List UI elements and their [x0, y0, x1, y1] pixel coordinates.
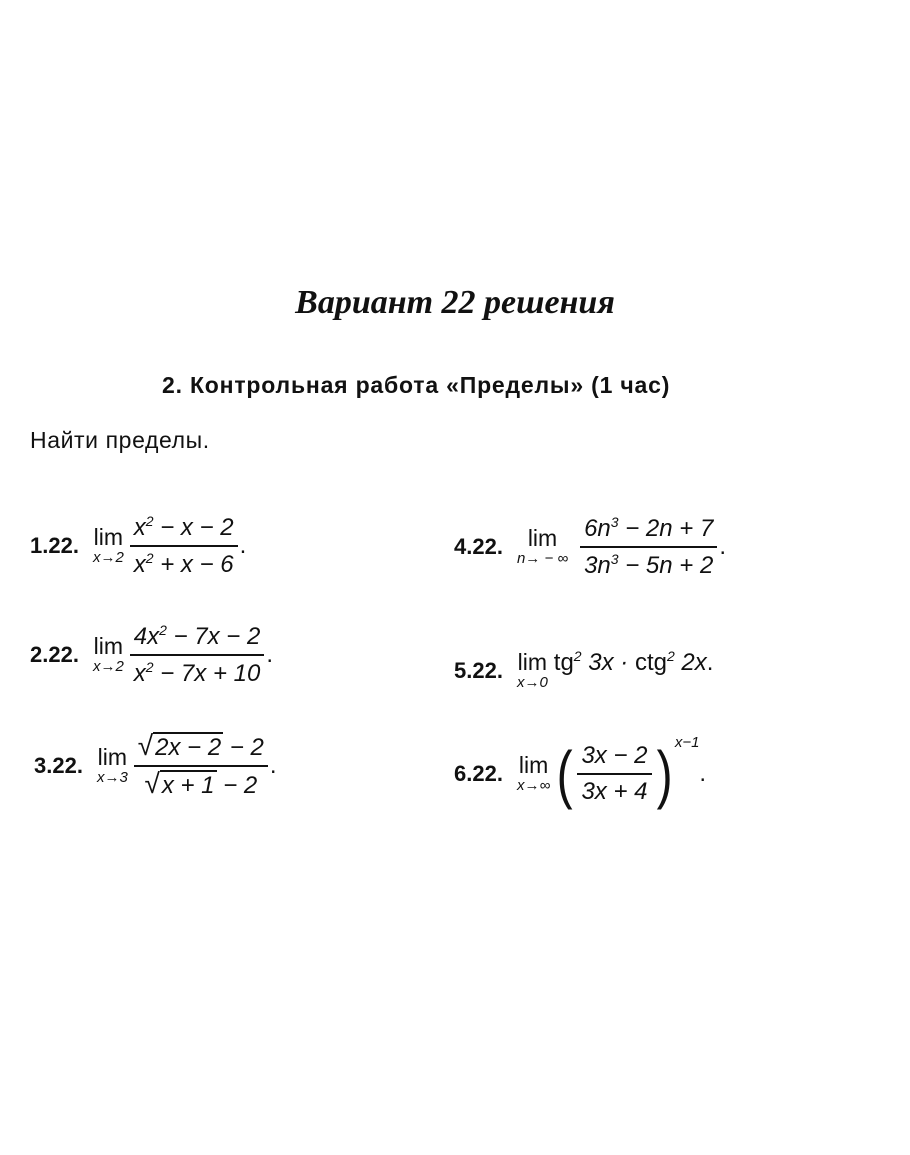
problem-number: 5.22. [454, 658, 503, 683]
numerator: $4x^2 - 7x - 2$ [130, 622, 265, 656]
lim-word: lim [527, 525, 558, 551]
lim-word: lim [93, 524, 124, 550]
problem-2 [30, 622, 273, 688]
problem-number: 6.22. [454, 761, 503, 786]
problem-1 [30, 513, 246, 579]
problem-number: 1.22. [30, 533, 79, 558]
problem-6 [454, 734, 707, 810]
section-heading: 2. Контрольная работа «Пределы» (1 час) [162, 372, 671, 398]
lim-subscript: x→0 [516, 674, 548, 691]
denominator: $x^2 - 7x + 10$ [133, 659, 261, 687]
period: . [719, 533, 726, 560]
problem-number: 3.22. [34, 753, 83, 778]
numerator: $x^2 - x - 2$ [130, 513, 238, 547]
limit-operator [93, 634, 124, 676]
right-parenthesis: ) [656, 738, 673, 810]
problem-number: 4.22. [454, 534, 503, 559]
limit-operator [517, 753, 550, 795]
limit-operator [97, 745, 128, 787]
denominator: 3x + 4 [581, 778, 648, 805]
fraction [130, 513, 238, 579]
lim-subscript: x→3 [96, 769, 128, 786]
problem-4 [454, 514, 726, 580]
square-root: √ 2x − 2 [137, 730, 222, 761]
limit-operator [517, 526, 568, 568]
period: . [239, 532, 247, 559]
period: . [269, 752, 277, 779]
lim-subscript: x→∞ [516, 777, 551, 794]
period: . [699, 760, 707, 787]
problem-5 [454, 647, 714, 692]
lim-subscript: x→2 [92, 549, 124, 566]
exponent: x−1 [674, 734, 700, 751]
lim-word: lim [93, 633, 124, 659]
page-title: Вариант 22 решения [295, 284, 615, 321]
fraction [134, 732, 268, 800]
limit-operator [93, 525, 124, 567]
limit-operator [517, 650, 548, 692]
denominator: $x^2 + x - 6$ [133, 550, 234, 578]
lim-subscript: x→2 [92, 658, 124, 675]
numerator: $6n^3 - 2n + 7$ [580, 514, 717, 548]
period: . [266, 641, 274, 668]
lim-subscript: n→ − ∞ [516, 550, 569, 567]
square-root: √ x + 1 [144, 768, 215, 799]
numerator: 3x − 2 [577, 742, 651, 775]
left-parenthesis: ( [556, 738, 573, 810]
fraction [580, 514, 717, 580]
problem-3 [34, 732, 277, 800]
denominator: √ x + 1 − 2 [144, 768, 258, 799]
lim-word: lim [517, 649, 548, 675]
instruction-text: Найти пределы. [30, 427, 210, 453]
lim-word: lim [97, 744, 128, 770]
expression: $tg^2$ 3x · ctg$^2$ 2x. [553, 647, 714, 676]
lim-word: lim [518, 752, 549, 778]
radical-sign: √ [144, 768, 160, 799]
fraction [130, 622, 265, 688]
problem-number: 2.22. [30, 642, 79, 667]
denominator: $3n^3 - 5n + 2$ [584, 551, 714, 579]
radical-sign: √ [137, 730, 154, 761]
numerator: √ 2x − 2 − 2 [134, 732, 268, 767]
fraction [577, 742, 651, 806]
